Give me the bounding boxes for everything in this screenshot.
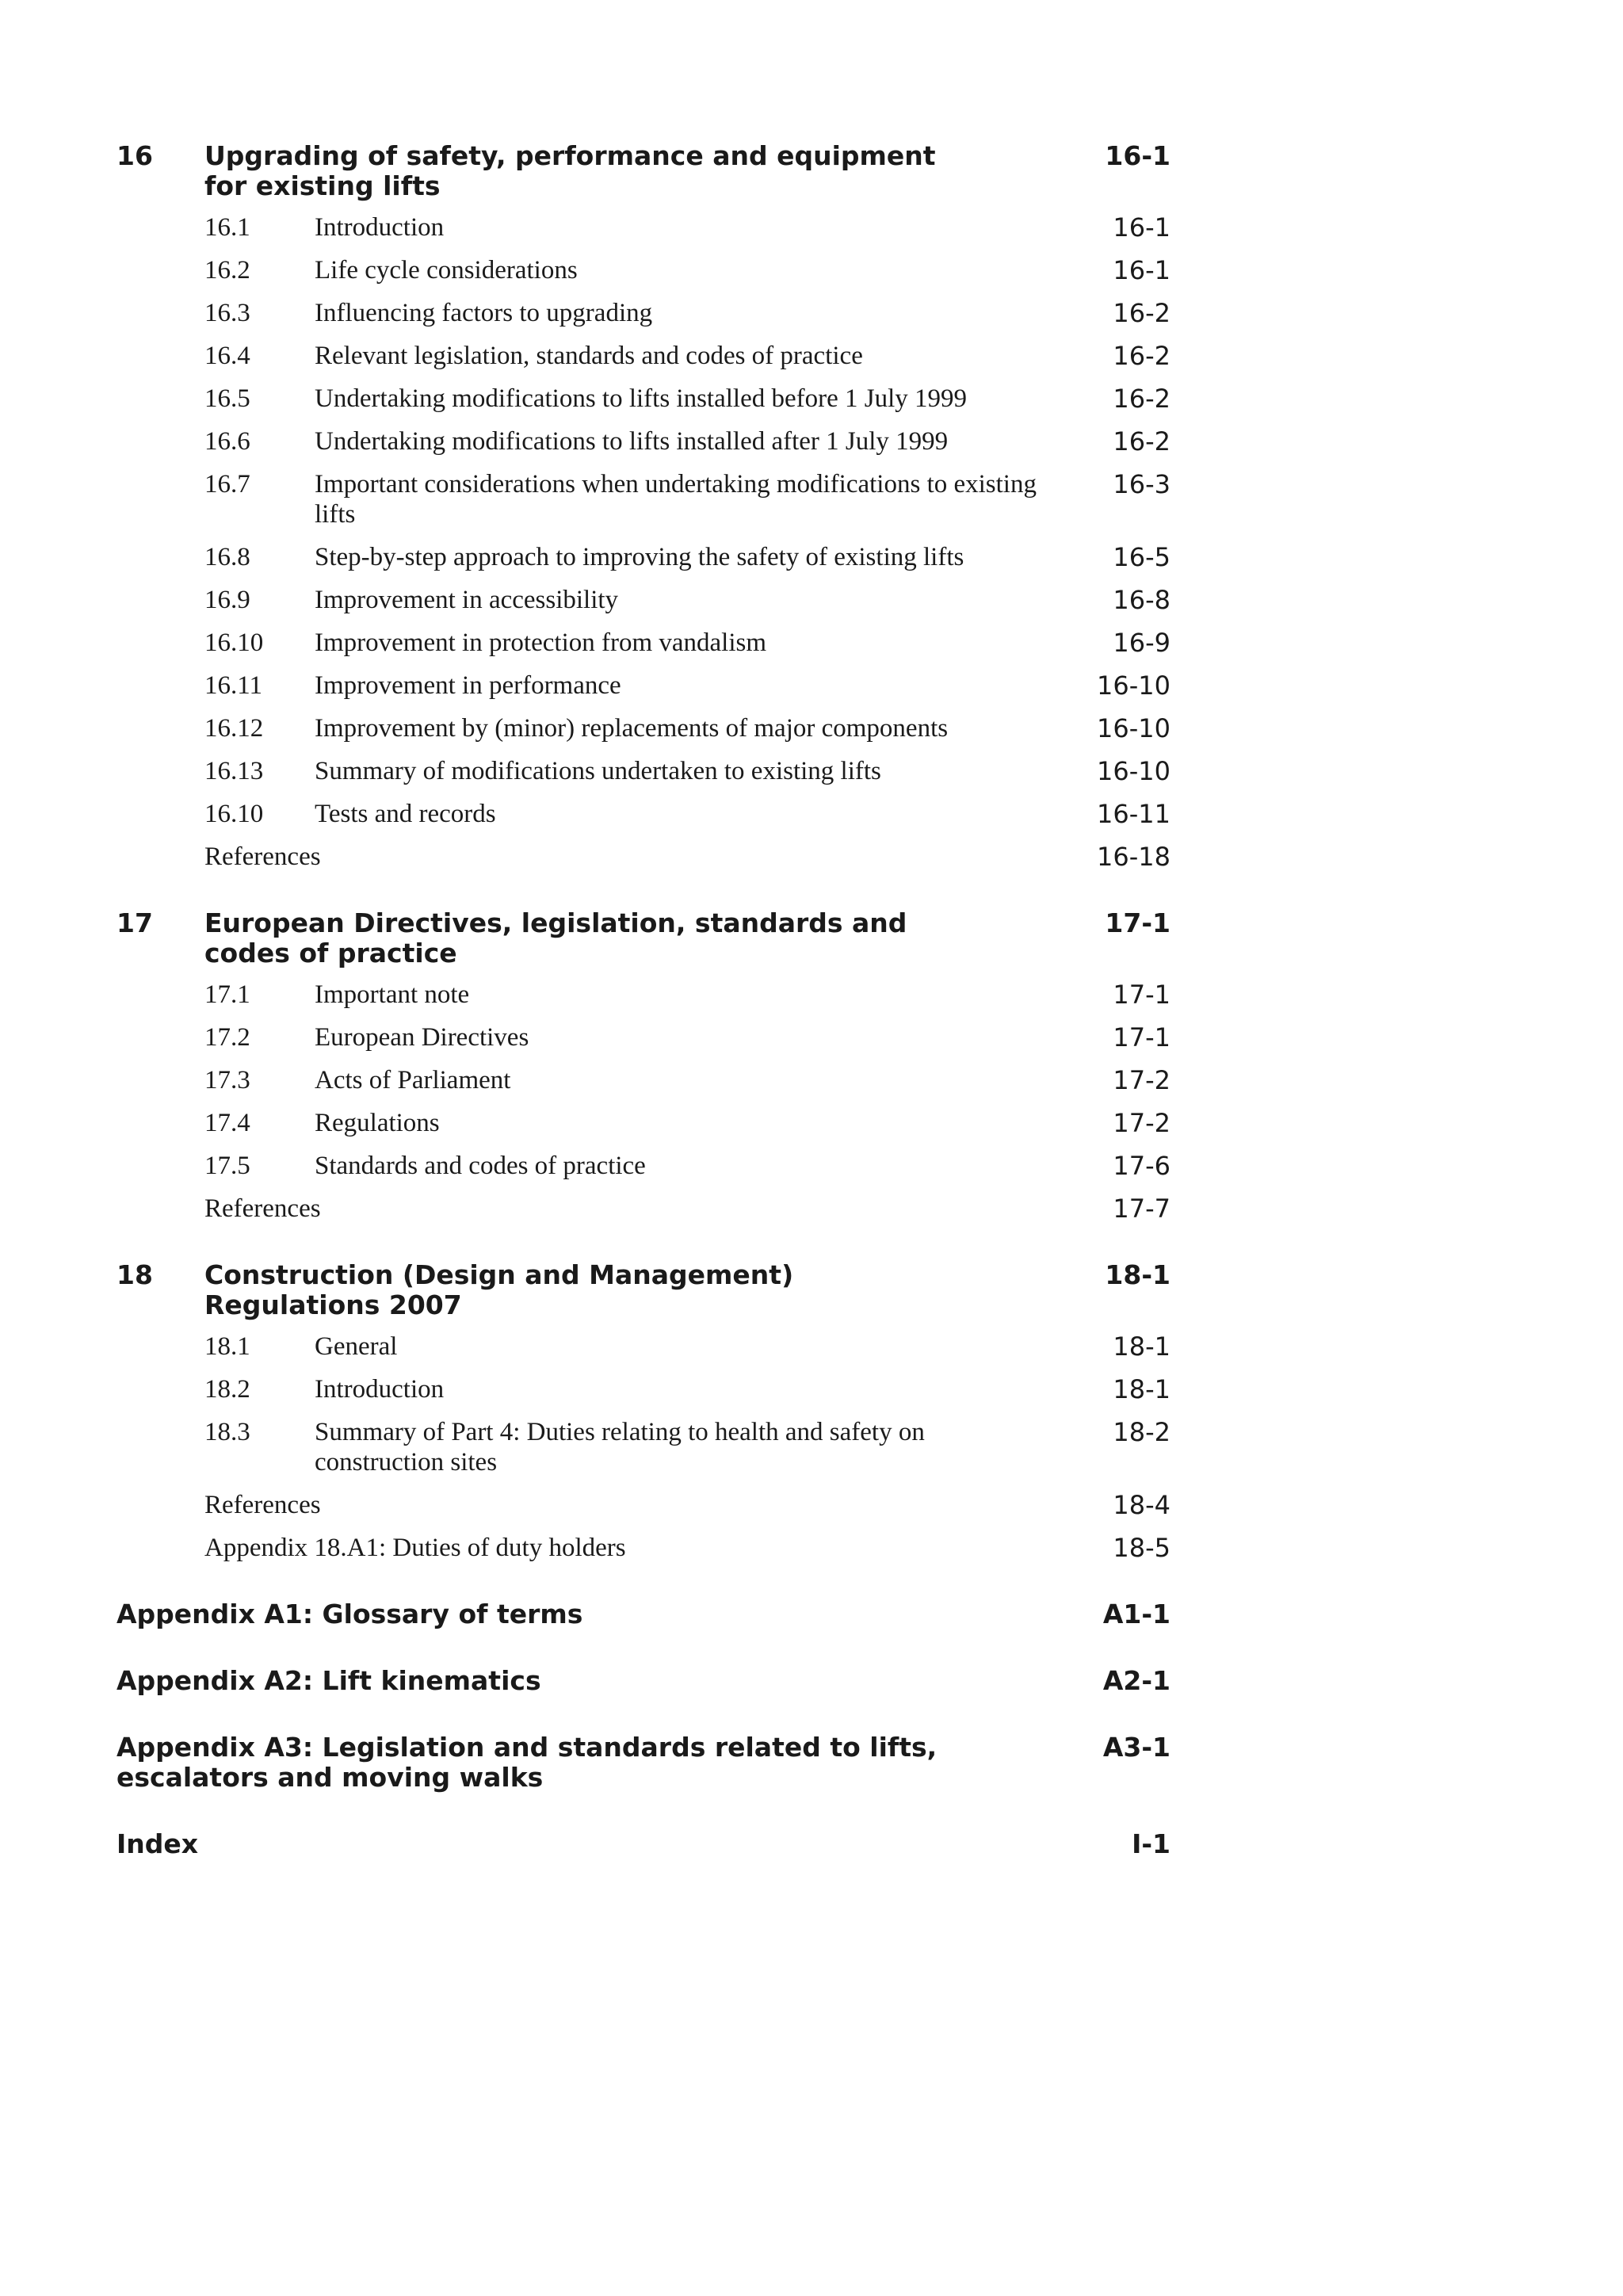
toc-entry[interactable] (116, 1151, 1170, 1181)
section-title: Undertaking modifications to lifts installed before 1 July 1999 (315, 384, 968, 413)
section-title: References (204, 1491, 321, 1519)
section-title: Appendix 18.A1: Duties of duty holders (204, 1534, 626, 1562)
toc-entry[interactable] (116, 1533, 1170, 1563)
toc-entry[interactable] (116, 980, 1170, 1010)
chapter-page-number: 18-1 (1105, 1259, 1170, 1290)
section-number: 16.4 (204, 342, 250, 370)
toc-entry[interactable] (116, 255, 1170, 285)
toc-entry[interactable] (116, 1417, 1170, 1477)
section-number: 18.2 (204, 1375, 250, 1404)
section-page-number: 16-1 (1113, 255, 1170, 285)
section-number: 17.3 (204, 1066, 250, 1095)
toc-entry[interactable] (116, 1022, 1170, 1052)
section-page-number: 17-7 (1113, 1194, 1170, 1224)
section-title: Undertaking modifications to lifts installed after 1 July 1999 (315, 427, 949, 456)
toc-entry[interactable] (116, 585, 1170, 615)
section-title: Improvement by (minor) replacements of major components (315, 714, 949, 743)
section-number: 16.7 (204, 470, 250, 499)
chapter-title: Construction (Design and Management) Regulations 2007 (204, 1259, 794, 1320)
chapter-number: 18 (116, 1259, 153, 1290)
section-title: Improvement in performance (315, 671, 621, 700)
section-page-number: 16-1 (1113, 212, 1170, 243)
chapter-heading[interactable] (116, 1260, 1170, 1320)
section-title: Improvement in protection from vandalism (315, 628, 767, 657)
section-title: Introduction (315, 1375, 445, 1404)
section-page-number: 16-10 (1097, 756, 1170, 786)
section-number: 16.6 (204, 427, 250, 456)
section-page-number: 16-11 (1097, 799, 1170, 829)
section-page-number: 18-1 (1113, 1374, 1170, 1404)
chapter-page-number: A1-1 (1102, 1599, 1170, 1629)
toc-entry[interactable] (116, 756, 1170, 786)
chapter-title: Appendix A1: Glossary of terms (116, 1599, 583, 1629)
toc-entry[interactable] (116, 469, 1170, 529)
section-page-number: 16-3 (1113, 469, 1170, 499)
section-page-number: 18-1 (1113, 1331, 1170, 1362)
chapter-title: Appendix A2: Lift kinematics (116, 1665, 541, 1696)
section-number: 18.3 (204, 1418, 250, 1446)
section-page-number: 17-2 (1113, 1108, 1170, 1138)
toc-chapter (116, 1733, 1170, 1793)
section-title: Regulations (315, 1109, 440, 1137)
section-page-number: 18-2 (1113, 1417, 1170, 1447)
section-title: General (315, 1332, 398, 1361)
section-page-number: 18-5 (1113, 1533, 1170, 1563)
section-number: 16.11 (204, 671, 263, 700)
section-page-number: 16-18 (1097, 842, 1170, 872)
toc-entry[interactable] (116, 1331, 1170, 1362)
section-number: 16.12 (204, 714, 264, 743)
chapter-heading[interactable] (116, 1829, 1170, 1859)
section-number: 17.4 (204, 1109, 250, 1137)
section-page-number: 17-1 (1113, 1022, 1170, 1052)
toc-entry[interactable] (116, 542, 1170, 572)
section-title: Life cycle considerations (315, 256, 578, 285)
chapter-heading[interactable] (116, 1733, 1170, 1793)
section-title: References (204, 842, 321, 871)
toc-entry[interactable] (116, 384, 1170, 414)
toc-entry[interactable] (116, 670, 1170, 701)
toc-entry[interactable] (116, 341, 1170, 371)
chapter-heading[interactable] (116, 908, 1170, 968)
section-number: 16.9 (204, 586, 250, 614)
toc-chapter (116, 1260, 1170, 1563)
section-number: 17.1 (204, 980, 250, 1009)
section-number: 16.10 (204, 628, 264, 657)
section-page-number: 16-5 (1113, 542, 1170, 572)
chapter-page-number: A2-1 (1102, 1665, 1170, 1696)
section-number: 16.3 (204, 299, 250, 327)
toc-chapter (116, 1829, 1170, 1859)
section-page-number: 16-10 (1097, 670, 1170, 701)
table-of-contents (116, 141, 1170, 1870)
toc-entry[interactable] (116, 212, 1170, 243)
section-page-number: 16-2 (1113, 298, 1170, 328)
toc-entry[interactable] (116, 298, 1170, 328)
chapter-page-number: 16-1 (1105, 140, 1170, 171)
chapter-title: European Directives, legislation, standards and codes of practice (204, 907, 907, 968)
section-title: References (204, 1194, 321, 1223)
section-number: 16.8 (204, 543, 250, 571)
chapter-page-number: I-1 (1132, 1828, 1170, 1859)
section-page-number: 16-2 (1113, 426, 1170, 457)
section-title: Acts of Parliament (315, 1066, 511, 1095)
section-title: Influencing factors to upgrading (315, 299, 653, 327)
section-number: 17.5 (204, 1152, 250, 1180)
toc-entry[interactable] (116, 1065, 1170, 1095)
section-number: 16.2 (204, 256, 250, 285)
section-number: 17.2 (204, 1023, 250, 1052)
section-number: 16.5 (204, 384, 250, 413)
section-title: Summary of Part 4: Duties relating to health and safety on construction sites (315, 1418, 925, 1477)
toc-entry[interactable] (116, 1490, 1170, 1520)
section-page-number: 16-2 (1113, 384, 1170, 414)
section-title: Important note (315, 980, 470, 1009)
section-page-number: 16-9 (1113, 628, 1170, 658)
section-page-number: 17-1 (1113, 980, 1170, 1010)
toc-entry[interactable] (116, 628, 1170, 658)
section-page-number: 17-6 (1113, 1151, 1170, 1181)
section-page-number: 17-2 (1113, 1065, 1170, 1095)
toc-chapter (116, 141, 1170, 872)
chapter-title: Appendix A3: Legislation and standards related to lifts, escalators and moving walks (116, 1732, 938, 1793)
section-page-number: 16-10 (1097, 713, 1170, 743)
chapter-heading[interactable] (116, 1599, 1170, 1629)
toc-entry[interactable] (116, 1194, 1170, 1224)
section-title: Summary of modifications undertaken to existing lifts (315, 757, 881, 785)
chapter-heading[interactable] (116, 1666, 1170, 1696)
section-number: 18.1 (204, 1332, 250, 1361)
section-page-number: 16-2 (1113, 341, 1170, 371)
toc-chapter (116, 1599, 1170, 1629)
section-title: Improvement in accessibility (315, 586, 619, 614)
section-title: Important considerations when undertaking modifications to existing lifts (315, 470, 1037, 529)
chapter-heading[interactable] (116, 141, 1170, 201)
chapter-number: 17 (116, 907, 153, 938)
toc-entry[interactable] (116, 1374, 1170, 1404)
section-title: Relevant legislation, standards and codes of practice (315, 342, 863, 370)
chapter-page-number: A3-1 (1102, 1732, 1170, 1763)
toc-entry[interactable] (116, 1108, 1170, 1138)
section-title: Tests and records (315, 800, 496, 828)
section-title: Step-by-step approach to improving the safety of existing lifts (315, 543, 964, 571)
section-number: 16.13 (204, 757, 264, 785)
section-number: 16.1 (204, 213, 250, 242)
chapter-title: Upgrading of safety, performance and equipment for existing lifts (204, 140, 936, 201)
section-title: European Directives (315, 1023, 529, 1052)
toc-entry[interactable] (116, 842, 1170, 872)
section-page-number: 18-4 (1113, 1490, 1170, 1520)
toc-chapter (116, 908, 1170, 1224)
chapter-title: Index (116, 1828, 199, 1859)
section-page-number: 16-8 (1113, 585, 1170, 615)
toc-entry[interactable] (116, 799, 1170, 829)
toc-entry[interactable] (116, 426, 1170, 457)
section-title: Standards and codes of practice (315, 1152, 646, 1180)
chapter-number: 16 (116, 140, 153, 171)
toc-chapter (116, 1666, 1170, 1696)
section-title: Introduction (315, 213, 445, 242)
chapter-page-number: 17-1 (1105, 907, 1170, 938)
toc-entry[interactable] (116, 713, 1170, 743)
section-number: 16.10 (204, 800, 264, 828)
